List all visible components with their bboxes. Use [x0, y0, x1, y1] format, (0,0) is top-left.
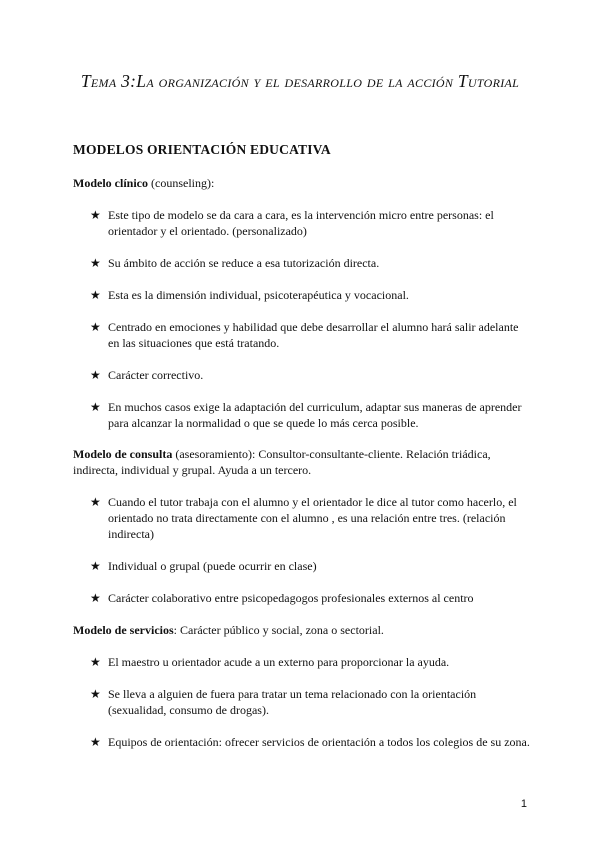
list-item-text: Centrado en emociones y habilidad que debe desarrollar el alumno hará salir adelante en las situaciones que está tratando.	[108, 320, 519, 350]
star-bullet-icon: ★	[90, 208, 101, 222]
list-item	[90, 654, 530, 670]
list-item	[90, 319, 530, 351]
list-item	[90, 494, 530, 542]
page-title: Tema 3:La organización y el desarrollo de la acción Tutorial	[80, 71, 520, 91]
star-bullet-icon: ★	[90, 288, 101, 302]
list-item	[90, 558, 530, 574]
star-bullet-icon: ★	[90, 400, 101, 414]
list-item-text: El maestro u orientador acude a un externo para proporcionar la ayuda.	[108, 655, 450, 669]
list-item-text: Su ámbito de acción se reduce a esa tutorización directa.	[108, 256, 380, 270]
section-heading: MODELOS ORIENTACIÓN EDUCATIVA	[73, 142, 331, 157]
model-heading-consulta	[73, 446, 533, 478]
star-bullet-icon: ★	[90, 320, 101, 334]
list-item	[90, 255, 530, 271]
model-description: (asesoramiento): Consultor-consultante-cliente. Relación triádica, indirecta, individual y grupal. Ayuda a un tercero.	[73, 447, 491, 477]
model-name: Modelo de servicios	[73, 623, 174, 637]
star-bullet-icon: ★	[90, 735, 101, 749]
star-bullet-icon: ★	[90, 256, 101, 270]
page-number: 1	[520, 798, 527, 810]
model-description: : Carácter público y social, zona o sectorial.	[173, 623, 384, 637]
list-item-text: Carácter correctivo.	[108, 368, 204, 382]
list-item	[90, 590, 530, 606]
list-item	[90, 686, 530, 718]
model-heading-clinico	[73, 175, 533, 191]
model-name: Modelo de consulta	[73, 447, 173, 461]
list-item	[90, 399, 530, 431]
list-item-text: Cuando el tutor trabaja con el alumno y el orientador le dice al tutor como hacerlo, el orientado no trata directamente con el alumno , es una relación entre tres. (relación indirecta)	[108, 495, 517, 541]
list-item-text: En muchos casos exige la adaptación del curriculum, adaptar sus maneras de aprender para alcanzar la normalidad o que se quede lo más cerca posible.	[108, 400, 522, 430]
list-item-text: Se lleva a alguien de fuera para tratar un tema relacionado con la orientación (sexualidad, consumo de drogas).	[108, 687, 477, 717]
list-item	[90, 207, 530, 239]
star-bullet-icon: ★	[90, 591, 101, 605]
model-description: (counseling):	[148, 176, 215, 190]
list-item-text: Esta es la dimensión individual, psicoterapéutica y vocacional.	[108, 288, 409, 302]
star-bullet-icon: ★	[90, 559, 101, 573]
star-bullet-icon: ★	[90, 655, 101, 669]
list-item-text: Este tipo de modelo se da cara a cara, es la intervención micro entre personas: el orientador y el orientado. (personalizado)	[108, 208, 494, 238]
star-bullet-icon: ★	[90, 495, 101, 509]
list-item	[90, 734, 530, 750]
list-item	[90, 367, 530, 383]
list-item-text: Carácter colaborativo entre psicopedagogos profesionales externos al centro	[108, 591, 474, 605]
list-item-text: Equipos de orientación: ofrecer servicios de orientación a todos los colegios de su zona.	[108, 735, 530, 749]
list-item	[90, 287, 530, 303]
star-bullet-icon: ★	[90, 368, 101, 382]
model-name: Modelo clínico	[73, 176, 148, 190]
model-heading-servicios	[73, 622, 533, 638]
list-item-text: Individual o grupal (puede ocurrir en clase)	[108, 559, 317, 573]
star-bullet-icon: ★	[90, 687, 101, 701]
